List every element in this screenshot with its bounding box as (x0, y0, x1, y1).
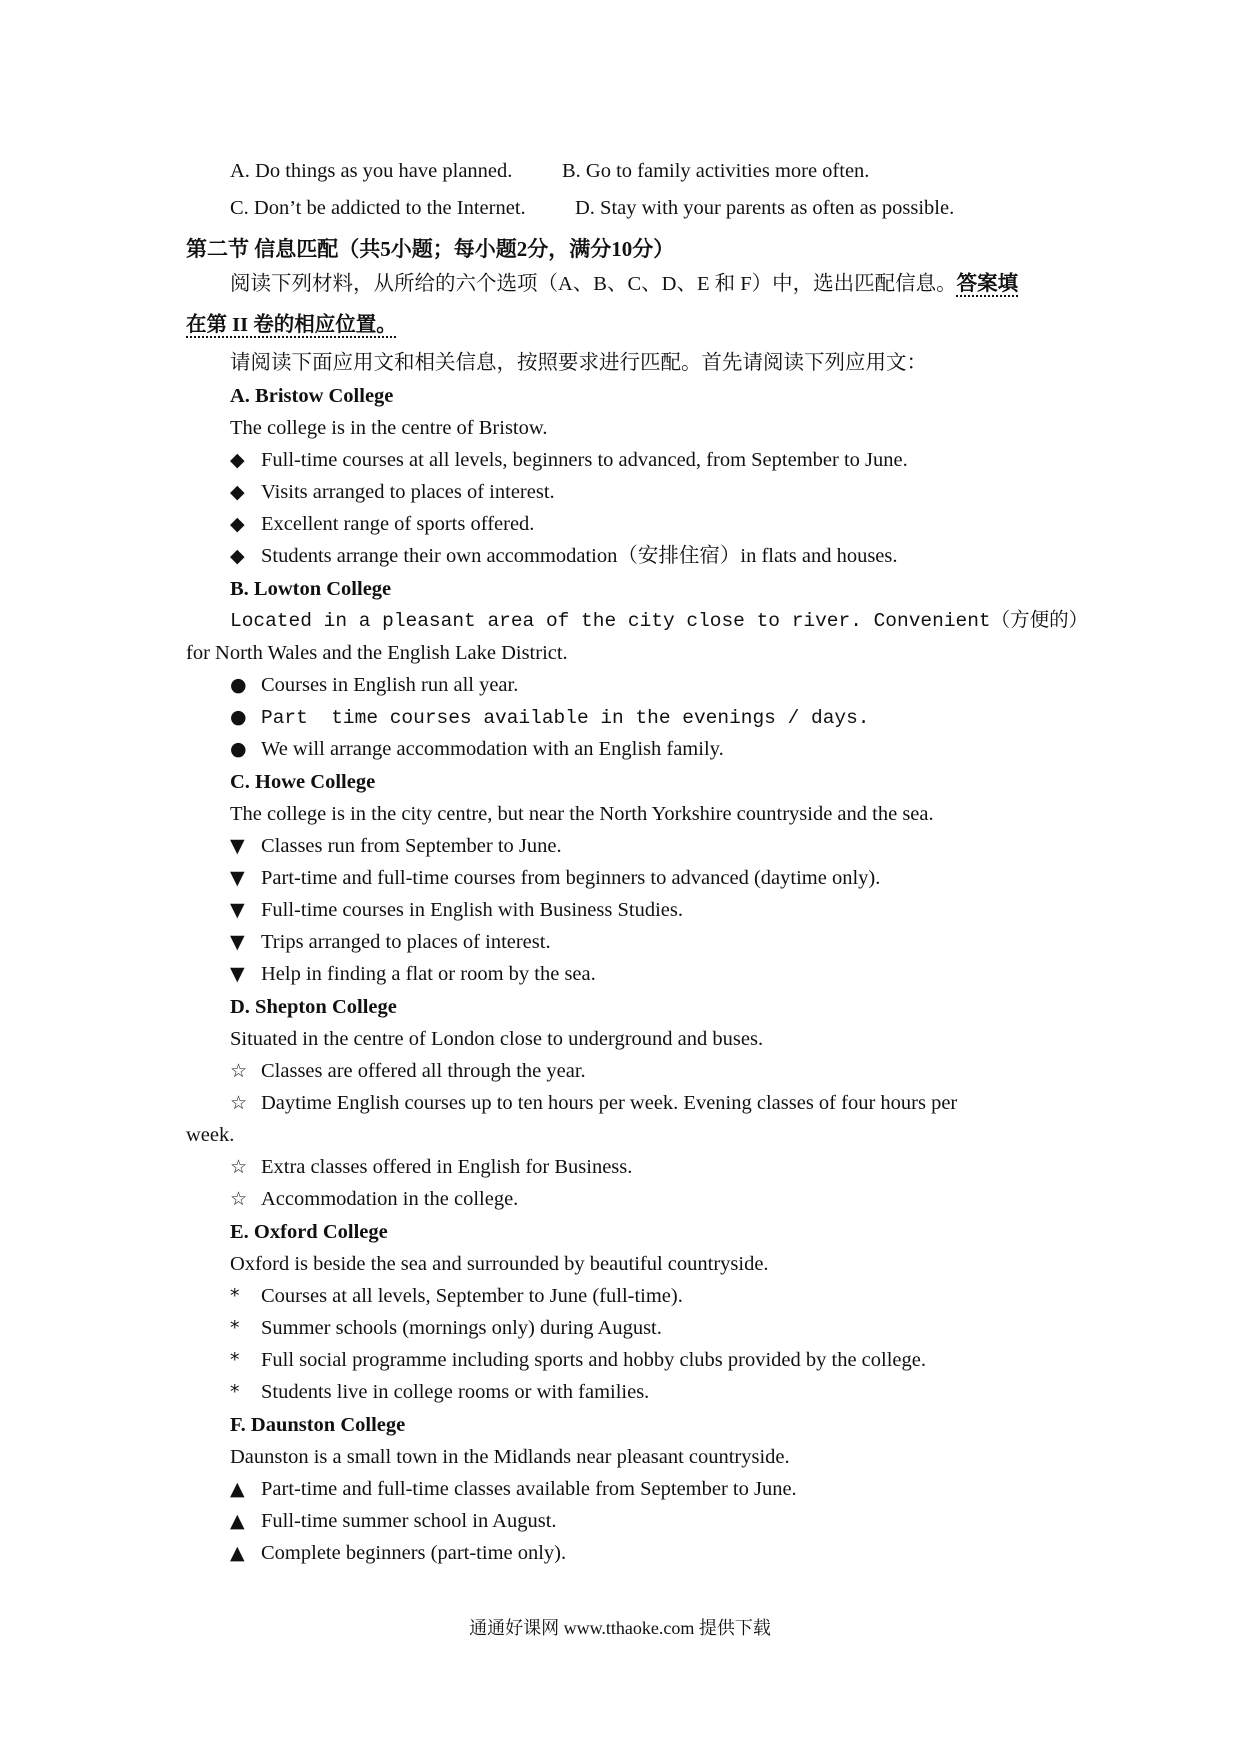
star-outline-bullet-icon: ☆ (230, 1092, 248, 1114)
college-c-item: ▼ Trips arranged to places of interest. (230, 928, 551, 956)
college-a-item: ◆ Students arrange their own accommodation（安排住宿）in flats and houses. (230, 542, 898, 570)
instruction-text: 阅读下列材料，从所给的六个选项（A、B、C、D、E 和 F）中，选出匹配信息。 (230, 273, 957, 295)
section-instruction (230, 270, 1018, 298)
option-b: B. Go to family activities more often. (562, 160, 870, 182)
college-f-item: ▲ Full-time summer school in August. (230, 1507, 557, 1535)
page-footer: 通通好课网 www.tthaoke.com 提供下载 (469, 1618, 771, 1638)
triangle-down-bullet-icon: ▼ (230, 963, 245, 985)
diamond-bullet-icon: ◆ (230, 513, 245, 535)
star-outline-bullet-icon: ☆ (230, 1188, 248, 1210)
diamond-bullet-icon: ◆ (230, 545, 245, 567)
college-a-item: ◆ Excellent range of sports offered. (230, 510, 534, 538)
section-heading: 第二节 信息匹配（共5小题；每小题2分，满分10分） (186, 237, 675, 261)
college-e-title: E. Oxford College (230, 1221, 388, 1243)
diamond-bullet-icon: ◆ (230, 481, 245, 503)
circle-bullet-icon: ● (230, 706, 247, 728)
college-b-intro-cont: for North Wales and the English Lake District. (186, 642, 568, 664)
college-d-title: D. Shepton College (230, 996, 397, 1018)
asterisk-bullet-icon: * (230, 1285, 240, 1307)
college-a-item: ◆ Full-time courses at all levels, beginners to advanced, from September to June. (230, 446, 908, 474)
option-c: C. Don’t be addicted to the Internet. (230, 197, 526, 219)
star-outline-bullet-icon: ☆ (230, 1060, 248, 1082)
college-f-title: F. Daunston College (230, 1414, 406, 1436)
triangle-up-bullet-icon: ▲ (230, 1542, 245, 1564)
section-prompt: 请阅读下面应用文和相关信息，按照要求进行匹配。首先请阅读下列应用文： (230, 352, 927, 374)
college-e-item: * Courses at all levels, September to June (full-time). (230, 1282, 683, 1310)
diamond-bullet-icon: ◆ (230, 449, 245, 471)
college-e-intro: Oxford is beside the sea and surrounded by beautiful countryside. (230, 1253, 769, 1275)
asterisk-bullet-icon: * (230, 1381, 240, 1403)
college-c-title: C. Howe College (230, 771, 376, 793)
college-c-item: ▼ Help in finding a flat or room by the sea. (230, 960, 596, 988)
college-c-item: ▼ Full-time courses in English with Business Studies. (230, 896, 683, 924)
college-b-title: B. Lowton College (230, 578, 392, 600)
college-c-intro: The college is in the city centre, but near the North Yorkshire countryside and the sea. (230, 803, 934, 825)
college-f-item: ▲ Part-time and full-time classes available from September to June. (230, 1475, 797, 1503)
asterisk-bullet-icon: * (230, 1317, 240, 1339)
college-d-item: ☆ Daytime English courses up to ten hours per week. Evening classes of four hours per (230, 1089, 957, 1117)
option-a: A. Do things as you have planned. (230, 160, 513, 182)
college-d-item: ☆ Classes are offered all through the year. (230, 1057, 586, 1085)
college-b-item: ● Courses in English run all year. (230, 671, 518, 699)
triangle-down-bullet-icon: ▼ (230, 835, 245, 857)
circle-bullet-icon: ● (230, 738, 247, 760)
college-a-title: A. Bristow College (230, 385, 394, 407)
college-b-item: ● We will arrange accommodation with an English family. (230, 735, 724, 763)
triangle-down-bullet-icon: ▼ (230, 931, 245, 953)
college-d-intro: Situated in the centre of London close to underground and buses. (230, 1028, 764, 1050)
college-f-item: ▲ Complete beginners (part-time only). (230, 1539, 566, 1567)
college-e-item: * Full social programme including sports and hobby clubs provided by the college. (230, 1346, 926, 1374)
circle-bullet-icon: ● (230, 674, 247, 696)
college-d-item: ☆ Extra classes offered in English for Business. (230, 1153, 632, 1181)
college-a-item: ◆ Visits arranged to places of interest. (230, 478, 555, 506)
college-e-item: * Summer schools (mornings only) during August. (230, 1314, 662, 1342)
college-d-item: ☆ Accommodation in the college. (230, 1185, 518, 1213)
college-b-item: ● Part time courses available in the evenings / days. (230, 703, 870, 732)
triangle-up-bullet-icon: ▲ (230, 1510, 245, 1532)
college-c-item: ▼ Part-time and full-time courses from beginners to advanced (daytime only). (230, 864, 880, 892)
college-c-item: ▼ Classes run from September to June. (230, 832, 562, 860)
asterisk-bullet-icon: * (230, 1349, 240, 1371)
triangle-down-bullet-icon: ▼ (230, 867, 245, 889)
college-b-intro: Located in a pleasant area of the city close to river. Convenient（方便的） (230, 610, 1089, 632)
triangle-down-bullet-icon: ▼ (230, 899, 245, 921)
college-f-intro: Daunston is a small town in the Midlands near pleasant countryside. (230, 1446, 790, 1468)
triangle-up-bullet-icon: ▲ (230, 1478, 245, 1500)
option-d: D. Stay with your parents as often as possible. (575, 197, 955, 219)
instruction-emphasis-1: 答案填 (956, 273, 1019, 295)
instruction-emphasis-2: 在第 II 卷的相应位置。 (186, 314, 397, 336)
college-a-intro: The college is in the centre of Bristow. (230, 417, 548, 439)
college-d-item-cont: week. (186, 1124, 235, 1146)
college-e-item: * Students live in college rooms or with families. (230, 1378, 649, 1406)
star-outline-bullet-icon: ☆ (230, 1156, 248, 1178)
